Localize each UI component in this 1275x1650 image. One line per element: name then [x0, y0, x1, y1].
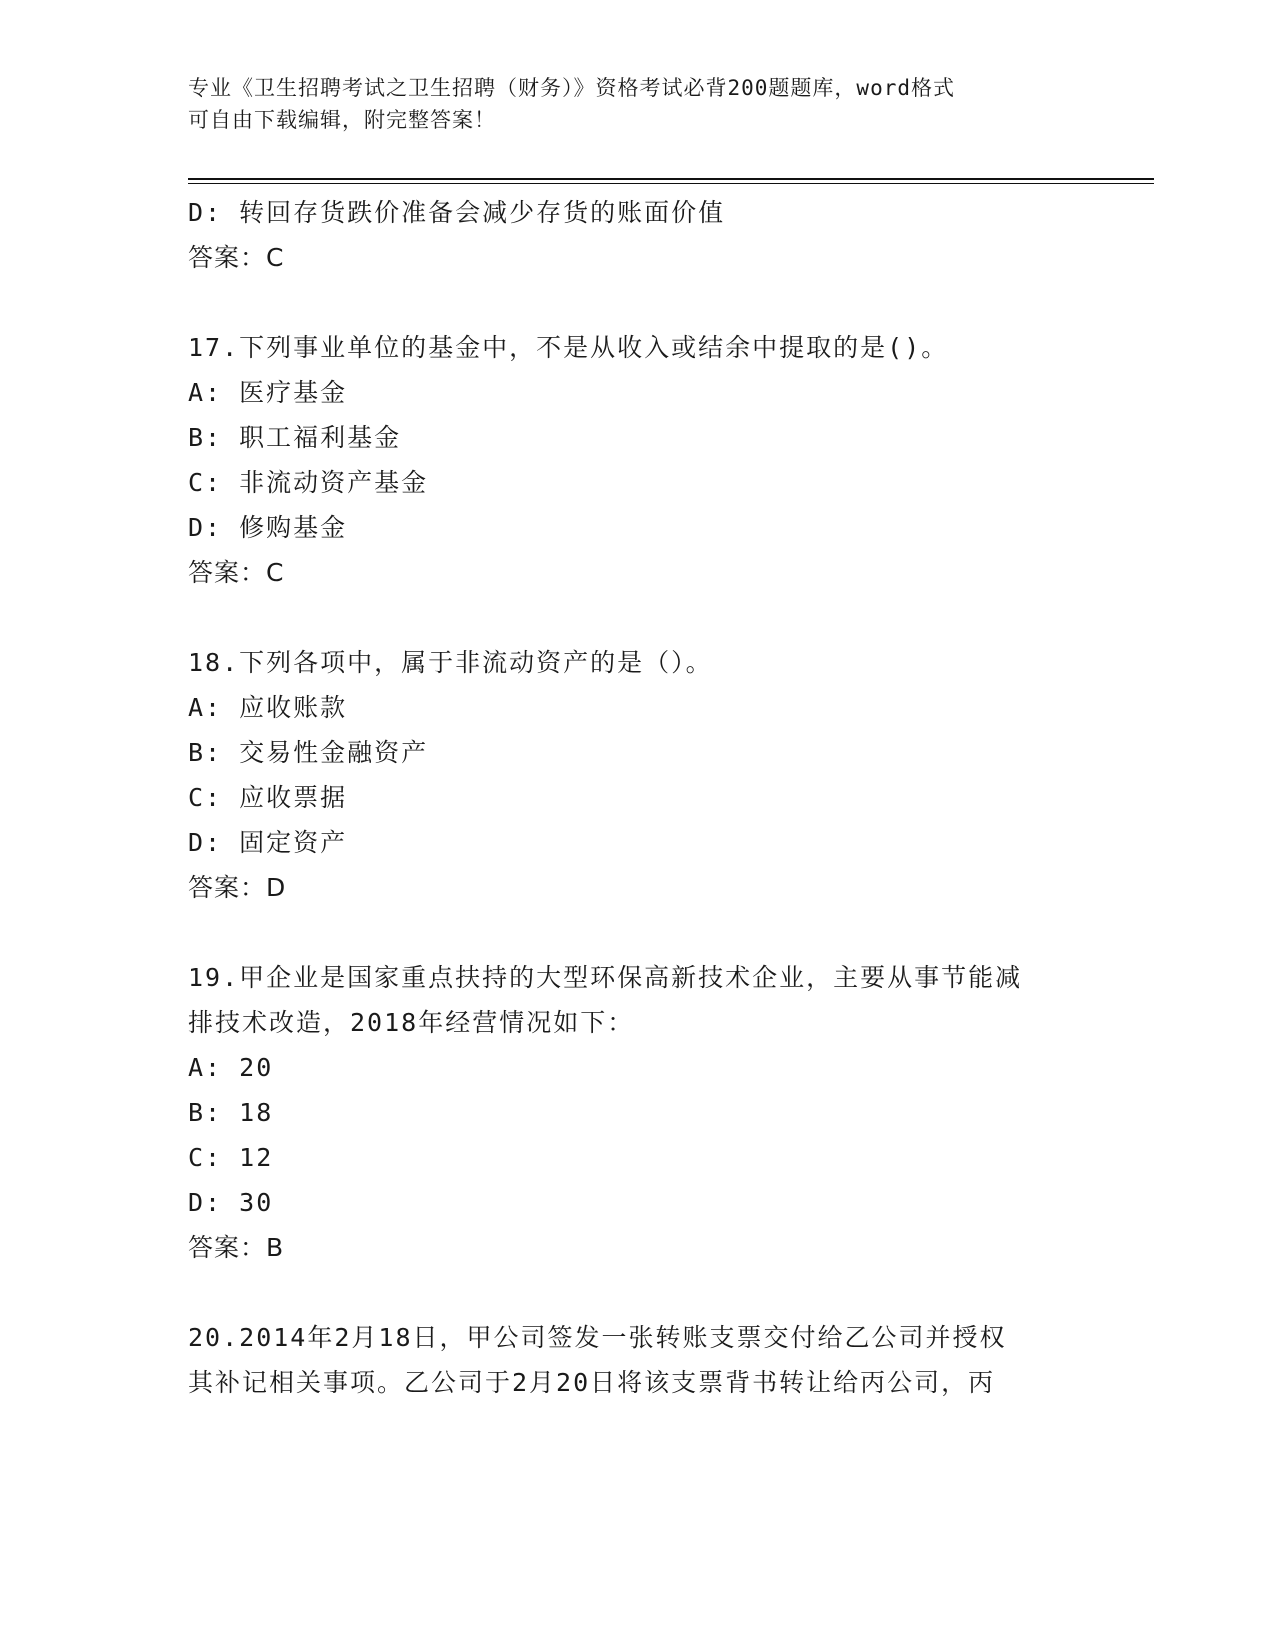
- spacer: [188, 280, 1088, 325]
- option-d: D: 30: [188, 1188, 274, 1217]
- answer: 答案：D: [188, 873, 287, 902]
- question-stem-line-2: 排技术改造，2018年经营情况如下：: [188, 1008, 635, 1037]
- option-c: C: 非流动资产基金: [188, 468, 429, 497]
- option-a: A: 应收账款: [188, 693, 348, 722]
- answer: 答案：C: [188, 558, 285, 587]
- option-b: B: 18: [188, 1098, 274, 1127]
- document-body: [188, 190, 1088, 1405]
- question-stem-line-1: 19.甲企业是国家重点扶持的大型环保高新技术企业，主要从事节能减: [188, 963, 1023, 992]
- prev-answer: 答案：C: [188, 243, 285, 272]
- question-stem: 17.下列事业单位的基金中，不是从收入或结余中提取的是()。: [188, 333, 949, 362]
- option-d: D: 固定资产: [188, 828, 348, 857]
- question-19: [188, 955, 1088, 1270]
- header-line-2: 可自由下载编辑，附完整答案！: [188, 108, 496, 132]
- question-17: [188, 325, 1088, 595]
- option-a: A: 医疗基金: [188, 378, 348, 407]
- prev-option-d: D: 转回存货跌价准备会减少存货的账面价值: [188, 198, 726, 227]
- document-header: [188, 72, 1078, 136]
- question-stem-line-2: 其补记相关事项。乙公司于2月20日将该支票背书转让给丙公司，丙: [188, 1368, 996, 1397]
- option-c: C: 应收票据: [188, 783, 348, 812]
- option-b: B: 交易性金融资产: [188, 738, 429, 767]
- question-20: [188, 1315, 1088, 1405]
- spacer: [188, 910, 1088, 955]
- spacer: [188, 1270, 1088, 1315]
- question-stem-line-1: 20.2014年2月18日，甲公司签发一张转账支票交付给乙公司并授权: [188, 1323, 1007, 1352]
- option-b: B: 职工福利基金: [188, 423, 402, 452]
- option-a: A: 20: [188, 1053, 274, 1082]
- header-divider: [188, 178, 1154, 180]
- option-d: D: 修购基金: [188, 513, 348, 542]
- question-18: [188, 640, 1088, 910]
- header-divider-thin: [188, 183, 1154, 184]
- answer: 答案：B: [188, 1233, 285, 1262]
- header-line-1: 专业《卫生招聘考试之卫生招聘（财务）》资格考试必背200题题库，word格式: [188, 76, 955, 100]
- option-c: C: 12: [188, 1143, 274, 1172]
- question-stem: 18.下列各项中，属于非流动资产的是（）。: [188, 648, 713, 677]
- spacer: [188, 595, 1088, 640]
